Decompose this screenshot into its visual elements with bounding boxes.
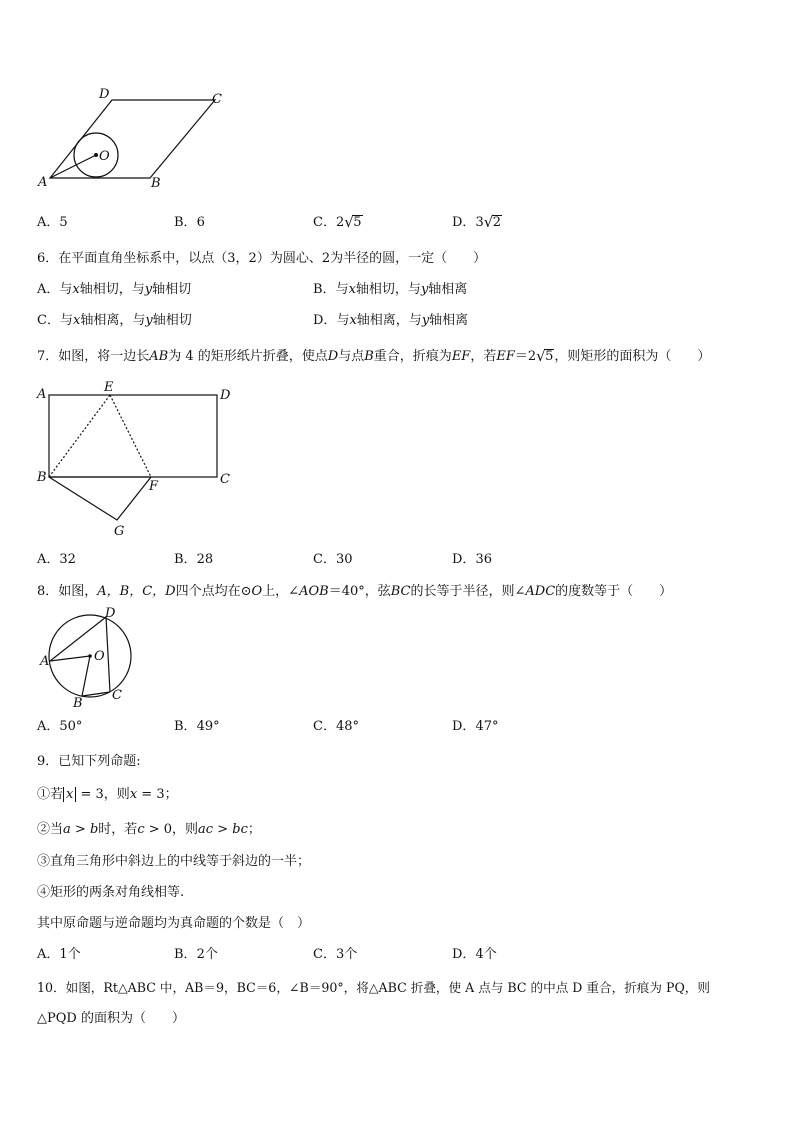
folded-part-bgf [49,477,151,520]
label-d: D [105,606,116,621]
q8-option-b[interactable]: B．49° [174,719,220,734]
inscribed-circle [74,133,118,177]
q9-option-c[interactable]: C．3个 [313,947,358,962]
q5-option-a[interactable]: A．5 [37,215,68,230]
rectangle-abcd [49,395,217,477]
label-o: O [99,149,110,164]
segment-ad [50,617,106,661]
label-o: O [94,649,105,664]
fig7-geometry [49,395,217,520]
label-d: D [99,87,110,102]
q7-option-b[interactable]: B．28 [174,552,214,567]
q9-option-d[interactable]: D．4个 [452,947,497,962]
dashed-be [49,395,110,477]
q10-stem-line2: △PQD 的面积为（ ） [37,1011,185,1026]
q5-option-c[interactable]: C．2 √ 5 [313,213,362,231]
q9-option-b[interactable]: B．2个 [174,947,218,962]
center-point-o [94,153,98,157]
q9-proposition-2: ②当a > b时，若c > 0，则ac > bc； [37,822,261,837]
q7-stem: 7．如图，将一边长AB为 4 的矩形纸片折叠，使点D与点B重合，折痕为EF，若EF＝2 √ 5，则矩形的面积为（ ） [37,347,711,365]
label-e: E [104,380,114,395]
q9-stem: 9．已知下列命题: [37,754,141,769]
segment-ob [82,656,90,696]
rhombus-abcd [50,100,215,178]
segment-bc [82,692,110,696]
q9-option-a[interactable]: A．1个 [37,947,81,962]
label-d: D [220,388,231,403]
label-c: C [212,92,222,107]
q8-stem: 8．如图，A，B，C，D四个点均在⊙O上，∠AOB＝40°，弦BC的长等于半径，则∠ADC的度数等于（ ） [37,584,673,599]
label-a: A [38,175,48,190]
q8-option-d[interactable]: D．47° [452,719,499,734]
q8-option-a[interactable]: A．50° [37,719,83,734]
q6-stem: 6．在平面直角坐标系中，以点（3，2）为圆心、2为半径的圆，一定（ ） [37,251,487,266]
label-b: B [151,176,161,191]
label-f: F [149,479,159,494]
crease-ef [110,395,151,477]
q5-option-d[interactable]: D．3 √ 2 [452,213,501,231]
fig8-geometry [49,615,131,697]
q9-proposition-3: ③直角三角形中斜边上的中线等于斜边的一半； [37,854,311,869]
q7-option-a[interactable]: A．32 [37,552,76,567]
segment-ao [50,155,96,178]
q9-proposition-4: ④矩形的两条对角线相等. [37,885,185,900]
q5-option-b[interactable]: B．6 [174,215,205,230]
q8-option-c[interactable]: C．48° [313,719,359,734]
q9-question: 其中原命题与逆命题均为真命题的个数是（ ） [37,916,311,931]
label-c: C [220,472,230,487]
label-a: A [37,387,47,402]
label-c: C [112,688,122,703]
fig5-geometry [50,100,215,178]
label-g: G [114,524,125,539]
q9-proposition-1: ①若 x = 3，则x = 3； [37,787,178,802]
segment-ao [50,656,90,661]
q7-option-d[interactable]: D．36 [452,552,492,567]
q10-stem-line1: 10．如图，Rt△ABC 中，AB＝9，BC＝6，∠B＝90°，将△ABC 折叠，使 A 点与 BC 的中点 D 重合，折痕为 PQ，则 [37,980,710,995]
segment-dc [106,617,110,692]
label-a: A [40,654,50,669]
circle-o [49,615,131,697]
q6-option-a[interactable]: A．与x轴相切，与y轴相切 [37,282,192,297]
label-b: B [37,470,47,485]
q7-option-c[interactable]: C．30 [313,552,353,567]
label-b: B [73,696,83,711]
q6-option-b[interactable]: B．与x轴相切，与y轴相离 [313,282,468,297]
center-point-o [88,654,92,658]
q6-option-d[interactable]: D．与x轴相离，与y轴相离 [313,313,469,328]
q6-option-c[interactable]: C．与x轴相离，与y轴相切 [37,313,192,328]
